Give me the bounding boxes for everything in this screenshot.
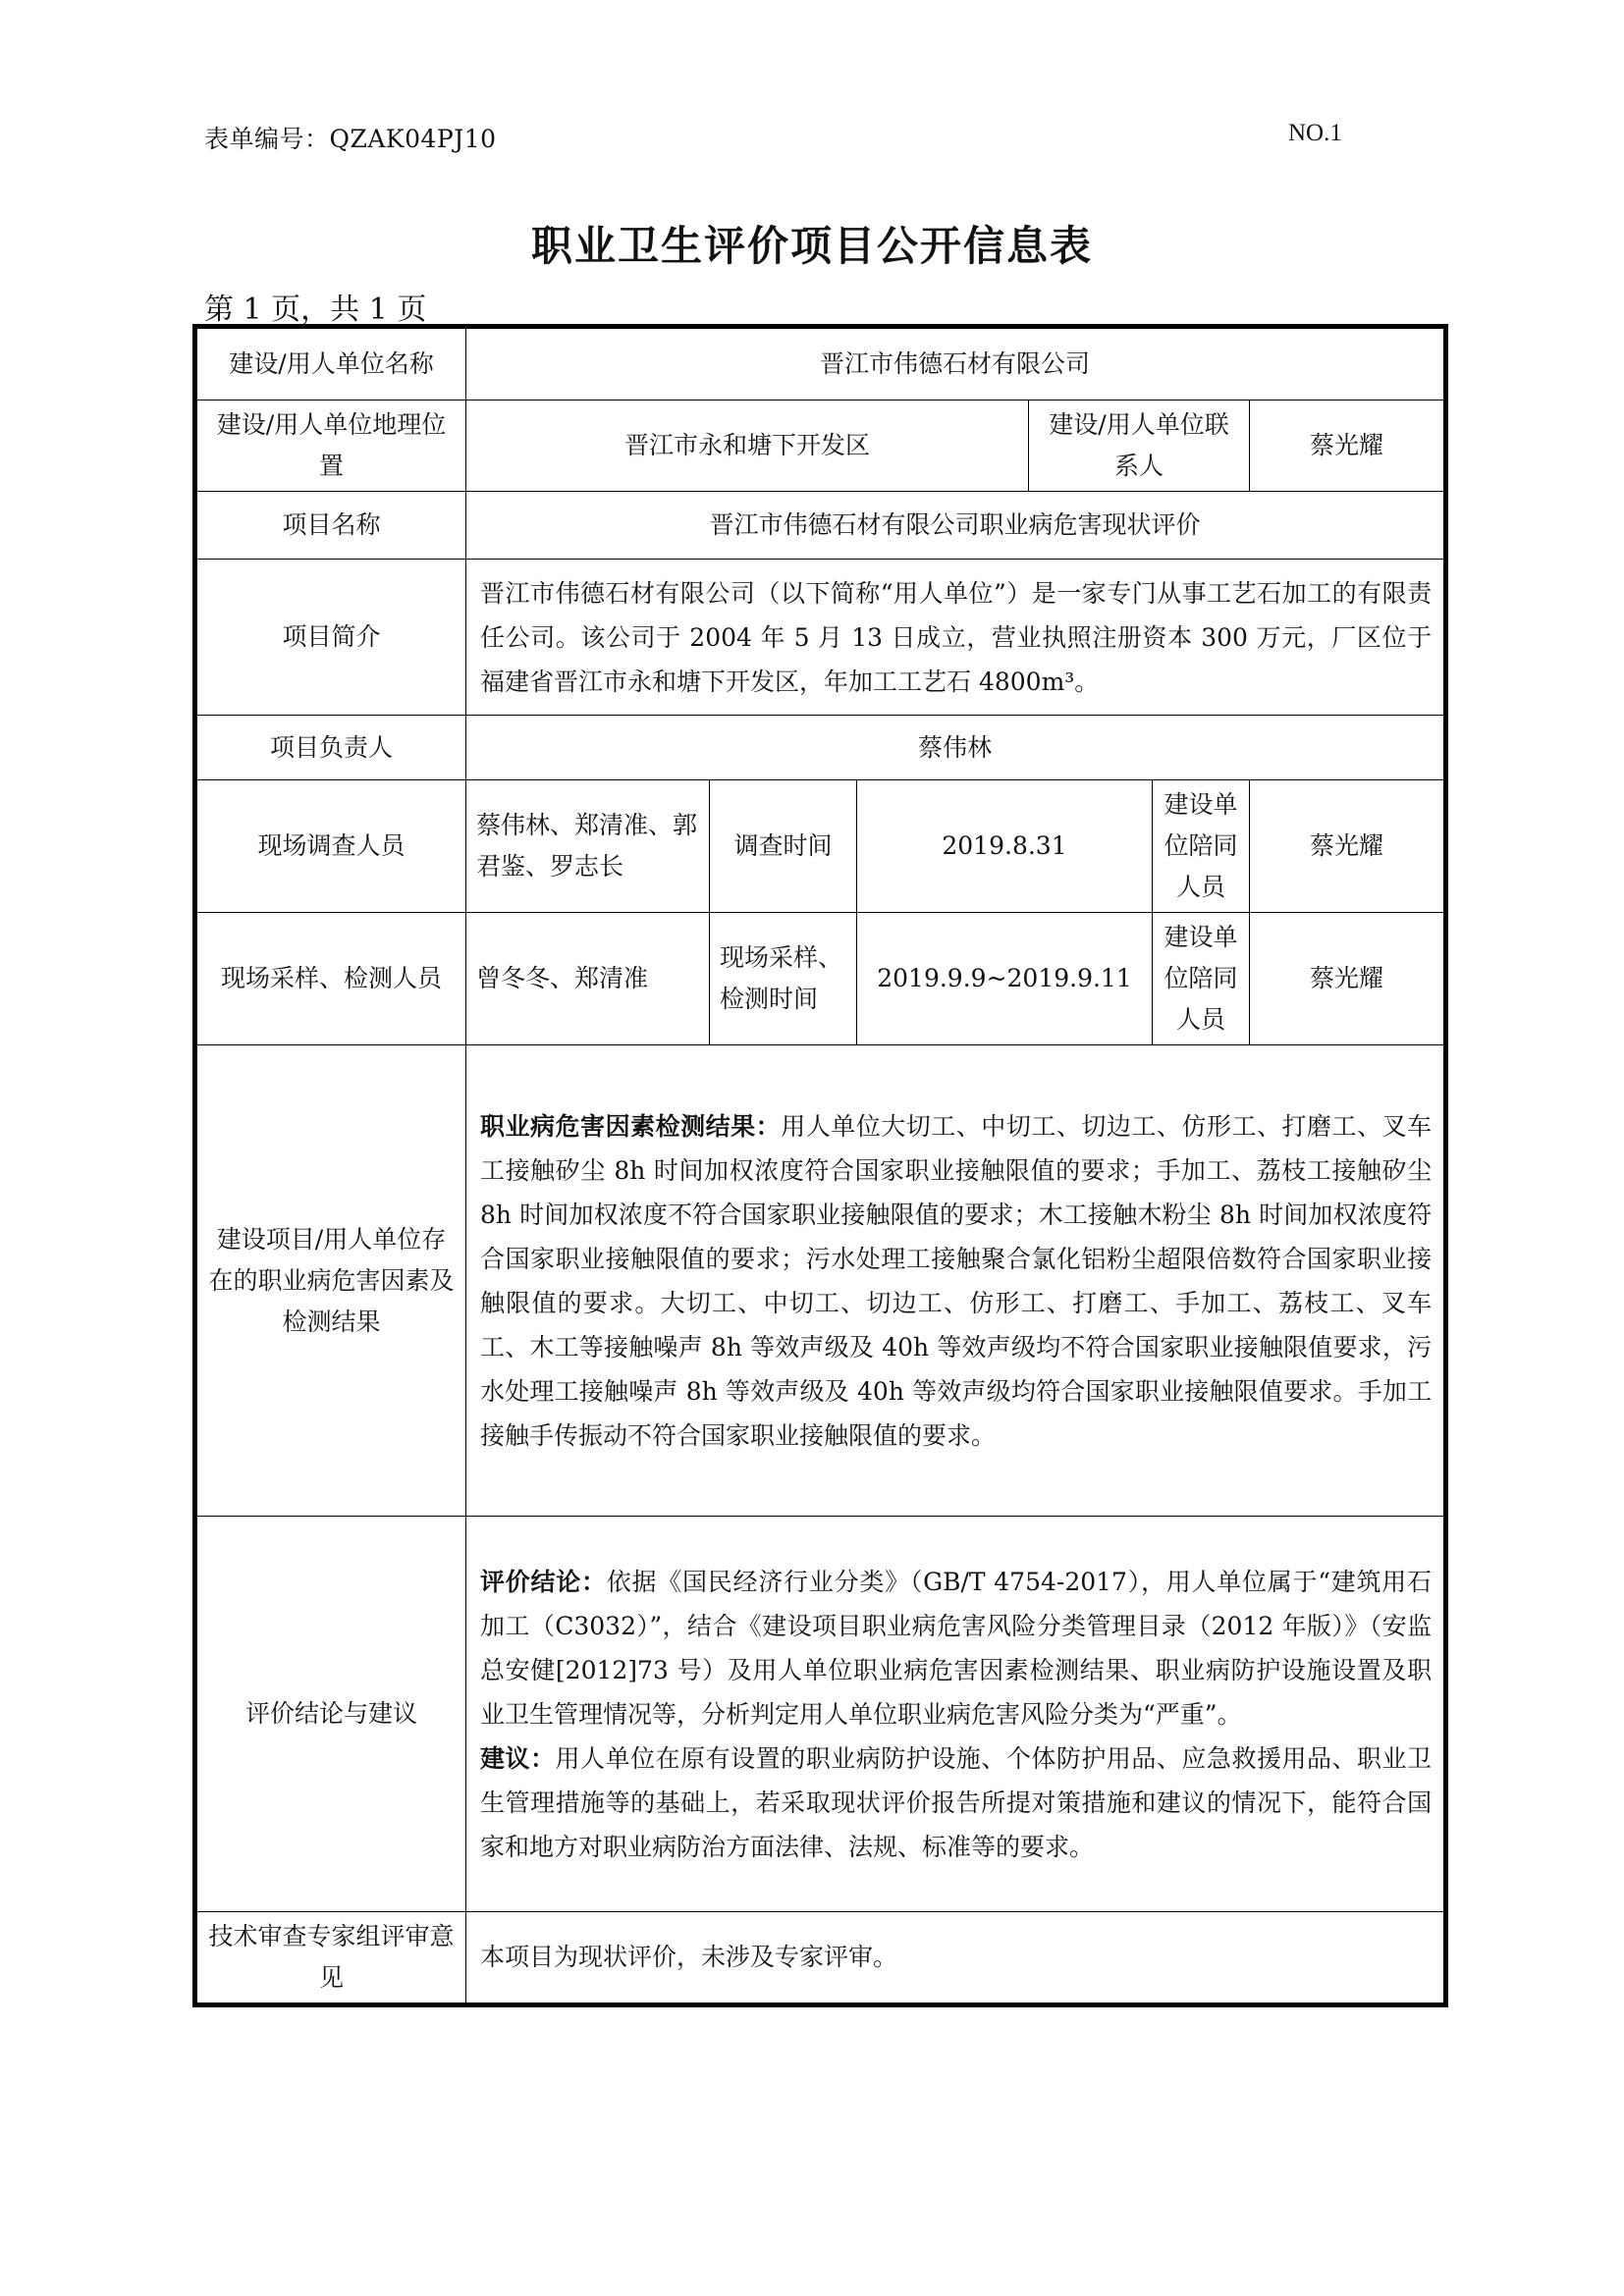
advice-value: 用人单位在原有设置的职业病防护设施、个体防护用品、应急救援用品、职业卫生管理措施等的基础上，若采取现状评价报告所提对策措施和建议的情况下，能符合国家和地方对职业病防治方面法律、法规、标准等的要求。 [480,1743,1433,1861]
project-name-value: 晋江市伟德石材有限公司职业病危害现状评价 [466,492,1446,560]
sampling-accompany-value: 蔡光耀 [1250,913,1446,1045]
sampling-staff: 曾冬冬、郑清准 [466,913,710,1045]
location-value: 晋江市永和塘下开发区 [466,400,1029,492]
survey-label: 现场调查人员 [195,780,466,913]
unit-name-label: 建设/用人单位名称 [195,327,466,400]
project-summary-label: 项目简介 [195,560,466,716]
document-number: NO.1 [1288,120,1342,146]
conclusion-label: 评价结论与建议 [195,1517,466,1912]
expert-review-value: 本项目为现状评价，未涉及专家评审。 [466,1912,1446,2005]
advice-paragraph [480,1736,1432,1869]
row-expert-review [195,1912,1446,2005]
hazards-label: 建设项目/用人单位存在的职业病危害因素及检测结果 [195,1045,466,1517]
location-label: 建设/用人单位地理位置 [195,400,466,492]
advice-heading: 建议： [480,1743,556,1773]
hazards-heading: 职业病危害因素检测结果： [480,1111,782,1141]
unit-name-value: 晋江市伟德石材有限公司 [466,327,1446,400]
hazards-cell [466,1045,1446,1517]
row-conclusion [195,1517,1446,1912]
conclusion-cell [466,1517,1446,1912]
row-survey [195,780,1446,913]
project-name-label: 项目名称 [195,492,466,560]
sampling-accompany-label: 建设单位陪同人员 [1153,913,1250,1045]
form-number: 表单编号：QZAK04PJ10 [204,125,497,153]
expert-review-label: 技术审查专家组评审意见 [195,1912,466,2005]
row-project-leader [195,716,1446,780]
row-unit-name [195,327,1446,400]
row-location [195,400,1446,492]
project-leader-label: 项目负责人 [195,716,466,780]
survey-time-value: 2019.8.31 [857,780,1153,913]
row-project-summary [195,560,1446,716]
project-summary-value: 晋江市伟德石材有限公司（以下简称“用人单位”）是一家专门从事工艺石加工的有限责任公司。该公司于 2004 年 5 月 13 日成立，营业执照注册资本 300 万元，厂区位于福建省晋江市永和塘下开发区，年加工工艺石 4800m³。 [466,560,1446,716]
survey-staff: 蔡伟林、郑清准、郭君鉴、罗志长 [466,780,710,913]
page-title: 职业卫生评价项目公开信息表 [530,222,1093,270]
project-leader-value: 蔡伟林 [466,716,1446,780]
info-table [192,324,1448,2007]
row-project-name [195,492,1446,560]
contact-value: 蔡光耀 [1250,400,1446,492]
conclusion-heading: 评价结论： [480,1567,607,1596]
survey-time-label: 调查时间 [710,780,857,913]
sampling-time-label: 现场采样、检测时间 [710,913,857,1045]
hazards-value: 用人单位大切工、中切工、切边工、仿形工、打磨工、叉车工接触矽尘 8h 时间加权浓度符合国家职业接触限值的要求；手加工、荔枝工接触矽尘 8h 时间加权浓度不符合国家职业接触限值的要求；木工接触木粉尘 8h 时间加权浓度符合国家职业接触限值的要求；污水处理工接触聚合氯化铝粉尘超限倍数符合国家职业接触限值的要求。大切工、中切工、切边工、仿形工、打磨工、手加工、荔枝工、叉车工、木工等接触噪声 8h 等效声级及 40h 等效声级均不符合国家职业接触限值要求，污水处理工接触噪声 8h 等效声级及 40h 等效声级均符合国家职业接触限值要求。手加工接触手传振动不符合国家职业接触限值的要求。 [480,1111,1433,1450]
page-info: 第 1 页，共 1 页 [204,293,427,327]
conclusion-value: 依据《国民经济行业分类》（GB/T 4754-2017），用人单位属于“建筑用石加工（C3032）”，结合《建设项目职业病危害风险分类管理目录（2012 年版）》（安监总安健[2012]73 号）及用人单位职业病危害因素检测结果、职业病防护设施设置及职业卫生管理情况等，分析判定用人单位职业病危害风险分类为“严重”。 [480,1567,1433,1729]
survey-accompany-label: 建设单位陪同人员 [1153,780,1250,913]
sampling-time-value: 2019.9.9~2019.9.11 [857,913,1153,1045]
conclusion-paragraph [480,1560,1432,1736]
row-sampling [195,913,1446,1045]
contact-label: 建设/用人单位联系人 [1029,400,1250,492]
sampling-label: 现场采样、检测人员 [195,913,466,1045]
row-hazards [195,1045,1446,1517]
survey-accompany-value: 蔡光耀 [1250,780,1446,913]
